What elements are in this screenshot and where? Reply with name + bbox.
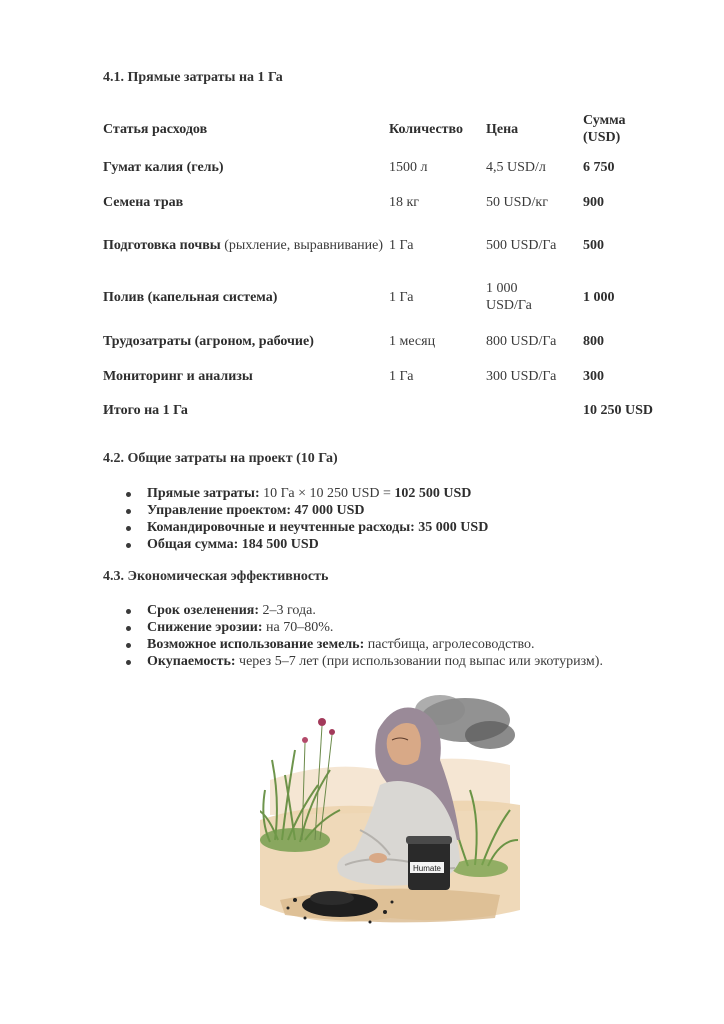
list-item: Окупаемость: через 5–7 лет (при использовании под выпас или экотуризм).	[126, 653, 603, 670]
row-price: 500 USD/Га	[486, 238, 557, 253]
table-total-row	[101, 393, 671, 427]
woman-with-humate-illustration	[260, 690, 520, 940]
section-4-3-title: 4.3. Экономическая эффективность	[103, 569, 329, 584]
list-item: Прямые затраты: 10 Га × 10 250 USD = 102 500 USD	[126, 485, 488, 502]
bullet-icon	[126, 526, 131, 531]
row-item: Семена трав	[103, 195, 184, 210]
list-item: Общая сумма: 184 500 USD	[126, 536, 488, 553]
row-item: Гумат калия (гель)	[103, 160, 224, 175]
table-row	[101, 150, 671, 185]
section-4-1-title: 4.1. Прямые затраты на 1 Га	[103, 70, 283, 85]
row-price: 800 USD/Га	[486, 333, 557, 349]
row-price: 50 USD/кг	[486, 195, 548, 210]
total-value: 10 250 USD	[583, 402, 654, 418]
bullet-icon	[126, 609, 131, 614]
row-qty: 1 месяц	[389, 333, 436, 349]
list-item: Снижение эрозии: на 70–80%.	[126, 619, 603, 636]
header-qty: Количество	[389, 121, 464, 137]
bullet-icon	[126, 626, 131, 631]
section-4-2-title: 4.2. Общие затраты на проект (10 Га)	[103, 451, 338, 466]
row-qty: 1500 л	[389, 160, 428, 175]
row-item: Подготовка почвы (рыхление, выравнивание)	[103, 238, 384, 253]
total-label: Итого на 1 Га	[103, 402, 188, 418]
bullet-icon	[126, 492, 131, 497]
row-sum: 900	[583, 195, 604, 210]
bullet-icon	[126, 509, 131, 514]
row-qty: 1 Га	[389, 289, 414, 305]
jar-label: Humate	[412, 864, 442, 873]
row-qty: 1 Га	[389, 368, 414, 384]
bullet-icon	[126, 543, 131, 548]
table-row	[101, 359, 671, 393]
row-qty: 18 кг	[389, 195, 420, 210]
list-item: Возможное использование земель: пастбища, агролесоводство.	[126, 636, 603, 653]
row-price: 4,5 USD/л	[486, 160, 546, 175]
table-row	[101, 271, 671, 323]
row-sum: 1 000	[583, 289, 615, 305]
list-item: Срок озеленения: 2–3 года.	[126, 602, 603, 619]
cost-table	[101, 108, 671, 427]
row-item: Мониторинг и анализы	[103, 368, 253, 384]
row-price: 1 000 USD/Га	[486, 281, 532, 313]
header-sum: Сумма (USD)	[583, 113, 626, 145]
bullet-icon	[126, 643, 131, 648]
row-item: Трудозатраты (агроном, рабочие)	[103, 333, 314, 349]
efficiency-list	[126, 602, 603, 670]
header-price: Цена	[486, 121, 519, 137]
list-item: Управление проектом: 47 000 USD	[126, 502, 488, 519]
row-item: Полив (капельная система)	[103, 289, 278, 305]
list-item: Командировочные и неучтенные расходы: 35 000 USD	[126, 519, 488, 536]
row-qty: 1 Га	[389, 238, 414, 253]
row-sum: 500	[583, 238, 604, 253]
header-item: Статья расходов	[103, 121, 208, 137]
row-sum: 300	[583, 368, 604, 384]
bullet-icon	[126, 660, 131, 665]
row-sum: 800	[583, 333, 604, 349]
project-costs-list	[126, 485, 488, 553]
table-header-row	[101, 108, 671, 150]
table-row	[101, 323, 671, 359]
row-price: 300 USD/Га	[486, 368, 557, 384]
table-row	[101, 220, 671, 271]
table-row	[101, 185, 671, 220]
row-sum: 6 750	[583, 160, 615, 175]
